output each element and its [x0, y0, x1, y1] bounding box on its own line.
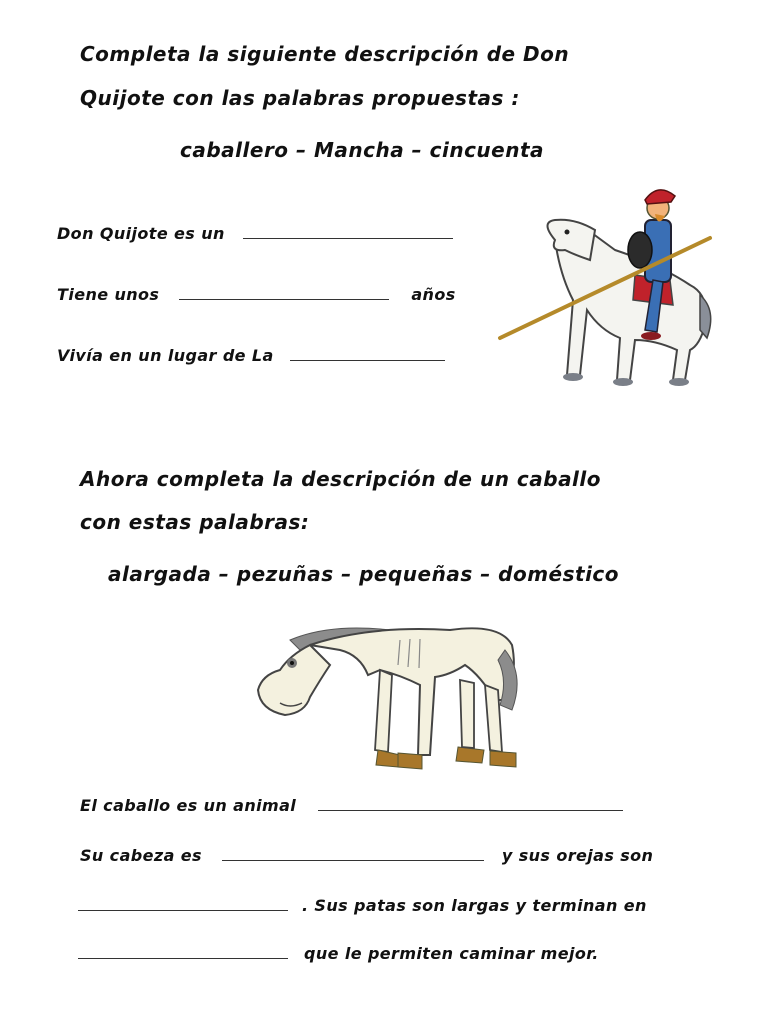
- sentence-text: . Sus patas son largas y terminan en: [301, 896, 647, 915]
- section2-title-line2: con estas palabras:: [80, 510, 310, 534]
- section1-title-line2: Quijote con las palabras propuestas :: [80, 86, 520, 110]
- blank-field-domestico[interactable]: [318, 809, 623, 811]
- don-quijote-illustration: [495, 180, 720, 400]
- sentence-cabeza-es: [80, 846, 653, 865]
- sentence-text: y sus orejas son: [501, 846, 654, 865]
- sentence-caballo-animal: [80, 796, 623, 815]
- sentence-patas-largas: [78, 896, 647, 915]
- blank-field-alargada[interactable]: [222, 859, 484, 861]
- sentence-text: Tiene unos: [57, 285, 160, 304]
- blank-field-caballero[interactable]: [243, 237, 453, 239]
- rocinante-horse-illustration: [250, 605, 530, 785]
- sentence-text: Vivía en un lugar de La: [57, 346, 274, 365]
- sentence-text: El caballo es un animal: [80, 796, 297, 815]
- sentence-vivia-en: [57, 346, 445, 365]
- sentence-caminar-mejor: [78, 944, 599, 963]
- sentence-tiene-unos: [57, 285, 456, 304]
- sentence-don-quijote-es: [57, 224, 453, 243]
- blank-field-pequenas[interactable]: [78, 909, 288, 911]
- blank-field-pezunas[interactable]: [78, 957, 288, 959]
- sentence-text: Don Quijote es un: [57, 224, 225, 243]
- sentence-text: que le permiten caminar mejor.: [303, 944, 599, 963]
- section1-title-line1: Completa la siguiente descripción de Don: [80, 42, 570, 66]
- section2-title-line1: Ahora completa la descripción de un caballo: [80, 467, 602, 491]
- blank-field-cincuenta[interactable]: [179, 298, 389, 300]
- blank-field-mancha[interactable]: [290, 359, 445, 361]
- section2-word-list: alargada – pezuñas – pequeñas – doméstico: [108, 562, 620, 586]
- sentence-text: años: [411, 285, 456, 304]
- sentence-text: Su cabeza es: [80, 846, 202, 865]
- section1-word-list: caballero – Mancha – cincuenta: [180, 138, 545, 162]
